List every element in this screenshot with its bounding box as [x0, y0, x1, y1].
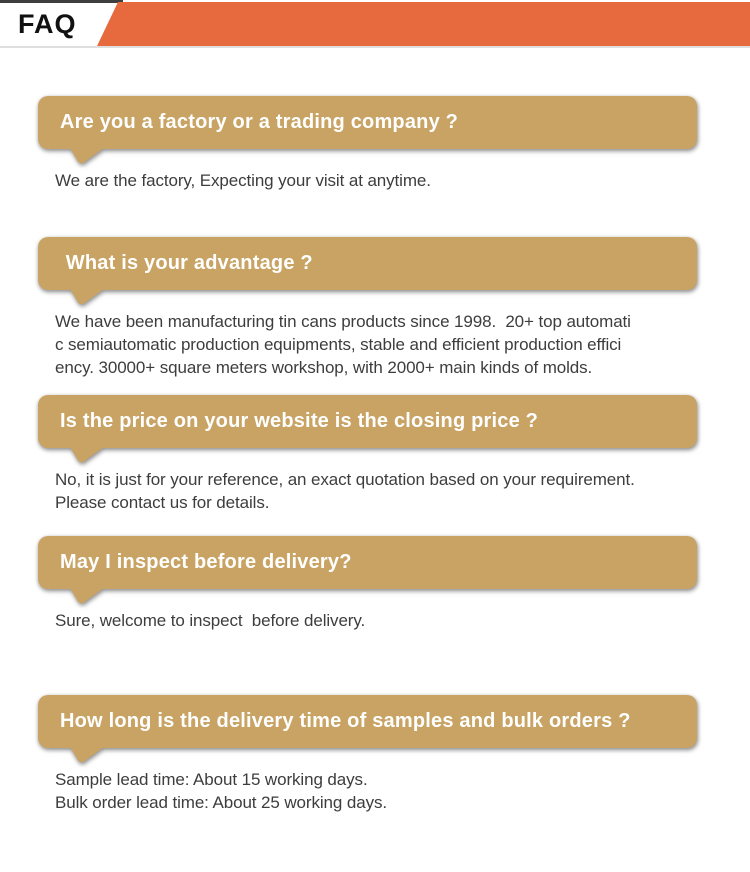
answer-text [55, 310, 750, 379]
answer-line: Please contact us for details. [55, 493, 270, 512]
faq-list [0, 96, 750, 814]
question-bubble-body [38, 237, 697, 290]
question-bubble-body [38, 395, 697, 448]
question-bubble [38, 96, 697, 166]
faq-item [0, 237, 750, 379]
answer-text [55, 468, 750, 514]
answer-line: ency. 30000+ square meters workshop, with 2000+ main kinds of molds. [55, 358, 593, 377]
answer-text [55, 609, 750, 632]
answer-text [55, 768, 750, 814]
question-bubble [38, 237, 697, 307]
faq-item [0, 395, 750, 514]
answer-line: We are the factory, Expecting your visit at anytime. [55, 171, 431, 190]
question-text: Are you a factory or a trading company ? [60, 111, 459, 133]
question-bubble [38, 395, 697, 465]
bubble-tail-icon [70, 148, 104, 166]
bubble-tail-icon [70, 588, 104, 606]
answer-line: We have been manufacturing tin cans products since 1998. 20+ top automati [55, 312, 631, 331]
header-divider [0, 46, 750, 48]
page-title: FAQ [18, 9, 77, 39]
answer-line: Sample lead time: About 15 working days. [55, 770, 368, 789]
question-text: Is the price on your website is the closing price ? [60, 410, 539, 432]
question-bubble-body [38, 536, 697, 589]
bubble-tail-icon [70, 289, 104, 307]
question-bubble-body [38, 96, 697, 149]
answer-line: No, it is just for your reference, an exact quotation based on your requirement. [55, 470, 635, 489]
bubble-tail-icon [70, 747, 104, 765]
faq-item [0, 96, 750, 192]
answer-text [55, 169, 750, 192]
question-text: What is your advantage ? [60, 252, 313, 274]
faq-item [0, 536, 750, 632]
question-bubble-body [38, 695, 697, 748]
question-text: May I inspect before delivery? [60, 551, 352, 573]
header-top-bar [0, 0, 123, 3]
bubble-tail-icon [70, 447, 104, 465]
orange-ribbon [97, 2, 750, 46]
question-text: How long is the delivery time of samples and bulk orders ? [60, 710, 631, 732]
question-bubble [38, 695, 697, 765]
section-header [0, 0, 750, 48]
question-bubble [38, 536, 697, 606]
faq-item [0, 695, 750, 814]
answer-line: c semiautomatic production equipments, stable and efficient production effici [55, 335, 622, 354]
answer-line: Bulk order lead time: About 25 working days. [55, 793, 388, 812]
answer-line: Sure, welcome to inspect before delivery. [55, 611, 366, 630]
